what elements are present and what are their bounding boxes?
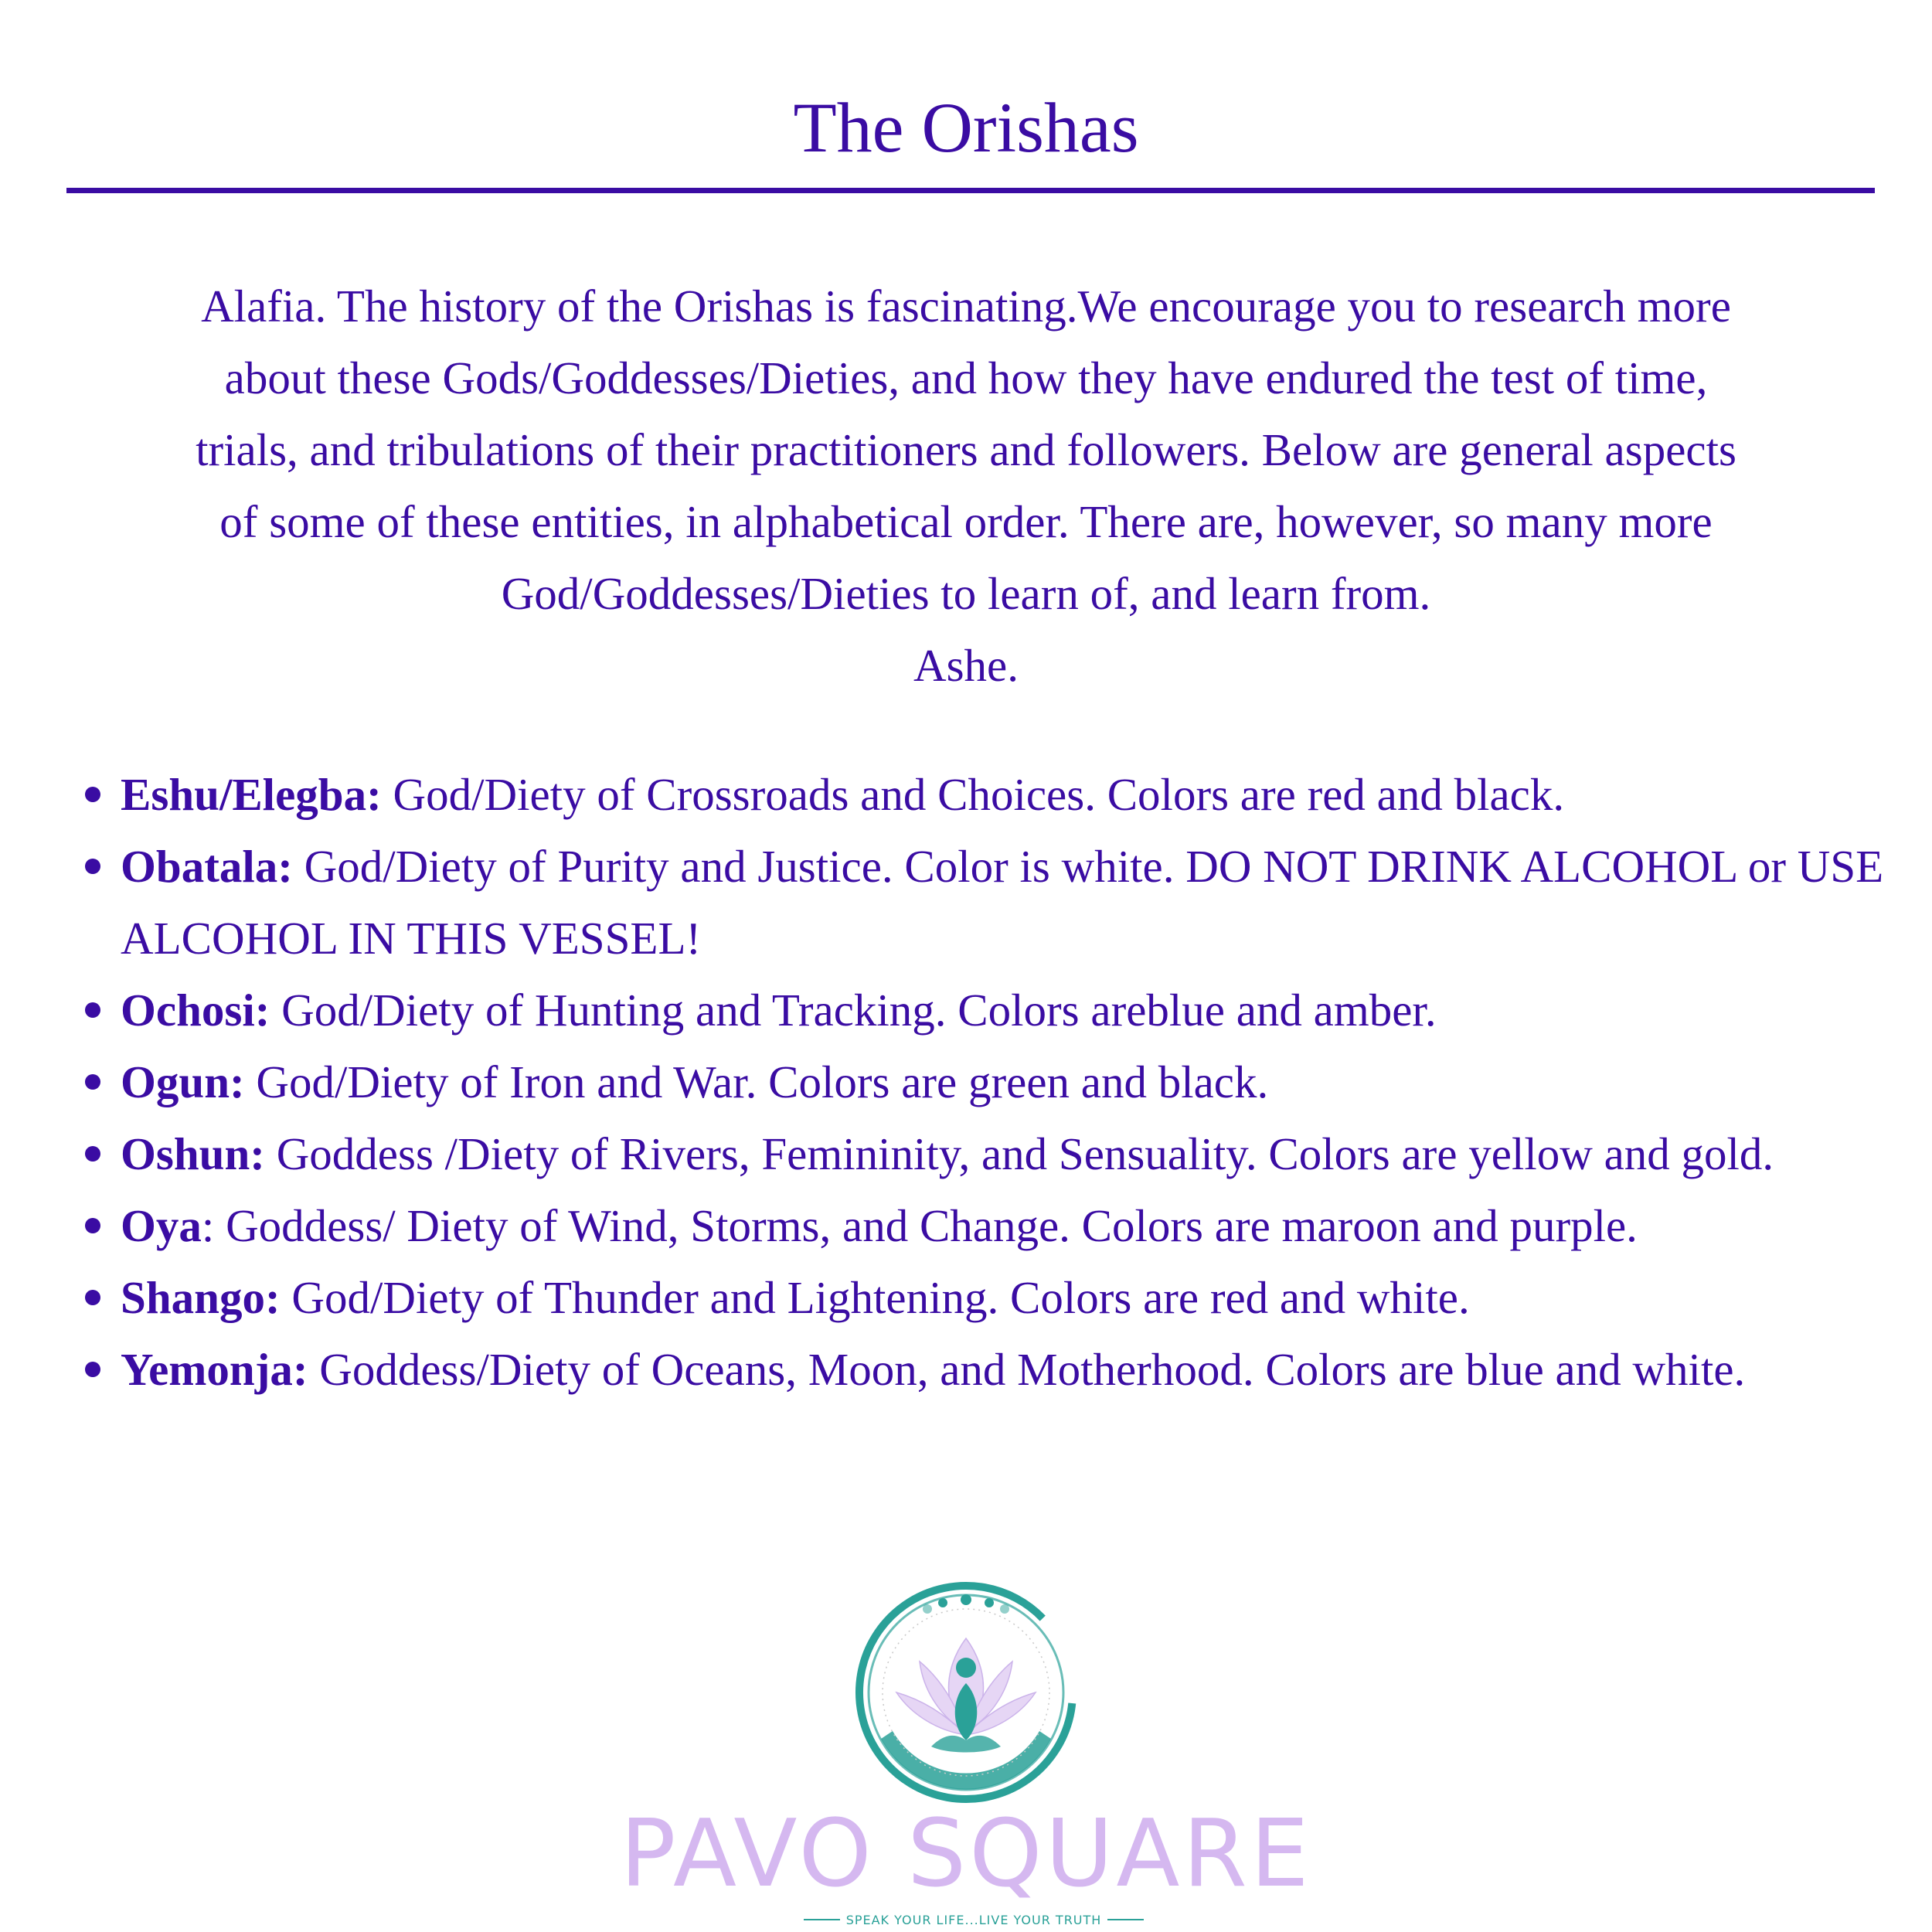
orisha-name: Yemonja: (121, 1344, 308, 1395)
orisha-name: Ochosi: (121, 985, 270, 1036)
brand-tagline: SPEAK YOUR LIFE...LIVE YOUR TRUTH (845, 1912, 1102, 1927)
orisha-description: Goddess /Diety of Rivers, Femininity, and Sensuality. Colors are yellow and gold. (264, 1128, 1774, 1179)
intro-line: God/Goddesses/Dieties to learn of, and learn from. (501, 568, 1431, 619)
orisha-sep: : (201, 1200, 215, 1251)
list-item-shango (77, 1262, 1901, 1334)
title-divider (66, 188, 1875, 193)
list-item-eshu (77, 759, 1901, 831)
bullet-icon (85, 1218, 100, 1233)
tagline-rule-right (1107, 1919, 1144, 1920)
orisha-description: Goddess/Diety of Oceans, Moon, and Motherhood. Colors are blue and white. (308, 1344, 1746, 1395)
tagline-rule-left (804, 1919, 840, 1920)
orisha-name: Shango: (121, 1272, 281, 1323)
intro-line: Alafia. The history of the Orishas is fascinating.We encourage you to research more (201, 281, 1731, 332)
list-item-oshun (77, 1118, 1901, 1190)
list-item-yemonja (77, 1334, 1901, 1406)
bullet-icon (85, 1146, 100, 1162)
bullet-icon (85, 1290, 100, 1305)
orisha-name: Oshun: (121, 1128, 265, 1179)
meditation-lotus-logo-icon (850, 1577, 1082, 1808)
orisha-name: Eshu/Elegba: (121, 769, 382, 820)
page-title: The Orishas (793, 88, 1139, 167)
list-item-ogun (77, 1046, 1901, 1118)
bullet-icon (85, 1002, 100, 1018)
orisha-description: God/Diety of Purity and Justice. Color is white. DO NOT DRINK ALCOHOL or USE ALCOHOL IN THIS VESSEL! (121, 841, 1884, 964)
orisha-name: Ogun: (121, 1056, 245, 1107)
orisha-description: God/Diety of Thunder and Lightening. Colors are red and white. (280, 1272, 1470, 1323)
bullet-icon (85, 1362, 100, 1377)
orisha-list (77, 759, 1901, 1406)
orisha-name: Oya (121, 1200, 202, 1251)
orisha-name: Obatala: (121, 841, 293, 892)
intro-closing: Ashe. (913, 640, 1019, 691)
bullet-icon (85, 859, 100, 874)
intro-paragraph (62, 270, 1870, 702)
intro-line: trials, and tribulations of their practitioners and followers. Below are general aspects (196, 424, 1736, 475)
brand-name: PAVO SQUARE (620, 1801, 1312, 1908)
intro-line: about these Gods/Goddesses/Dieties, and how they have endured the test of time, (224, 352, 1708, 403)
bullet-icon (85, 787, 100, 802)
bullet-icon (85, 1074, 100, 1090)
orisha-description: God/Diety of Iron and War. Colors are green and black. (244, 1056, 1269, 1107)
orisha-description: Goddess/ Diety of Wind, Storms, and Change. Colors are maroon and purple. (214, 1200, 1638, 1251)
orisha-description: God/Diety of Hunting and Tracking. Colors areblue and amber. (270, 985, 1437, 1036)
list-item-obatala (77, 831, 1901, 975)
list-item-ochosi (77, 975, 1901, 1046)
brand-tagline-row (804, 1910, 1144, 1929)
orisha-description: God/Diety of Crossroads and Choices. Colors are red and black. (381, 769, 1565, 820)
list-item-oya (77, 1190, 1901, 1262)
intro-line: of some of these entities, in alphabetical order. There are, however, so many more (219, 496, 1713, 547)
